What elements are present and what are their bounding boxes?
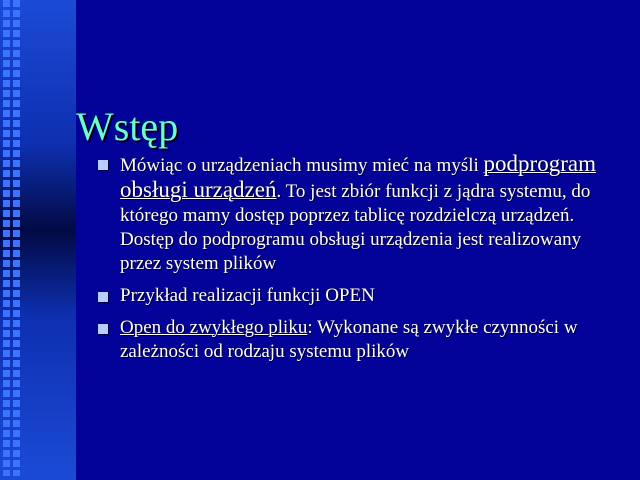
square-bullet-icon [98,292,108,302]
sidebar-squares-column [3,0,10,476]
square-bullet-icon [98,160,108,170]
decorative-sidebar [0,0,76,480]
bullet-item [96,152,626,276]
bullet-item [96,284,626,308]
bullet-item [96,316,626,364]
sidebar-squares-column [13,0,20,476]
underlined-link[interactable]: Open do zwykłego pliku [120,317,308,338]
highlighted-term: podprogram obsługi urządzeń [120,151,596,202]
bullet-text: Mówiąc o urządzeniach musimy mieć na myśli [120,155,484,176]
bullet-text: : Wykonane są zwykłe czynności w zależności od rodzaju systemu plików [120,317,578,362]
bullet-text: . To jest zbiór funkcji z jądra systemu, do którego mamy dostęp poprzez tablicę rozdzielczą urządzeń. Dostęp do podprogramu obsługi urządzenia jest realizowany przez system plików [120,181,591,274]
bullet-list [96,152,626,372]
square-bullet-icon [98,324,108,334]
slide-title: Wstęp [76,104,179,149]
bullet-text: Przykład realizacji funkcji OPEN [120,285,375,306]
